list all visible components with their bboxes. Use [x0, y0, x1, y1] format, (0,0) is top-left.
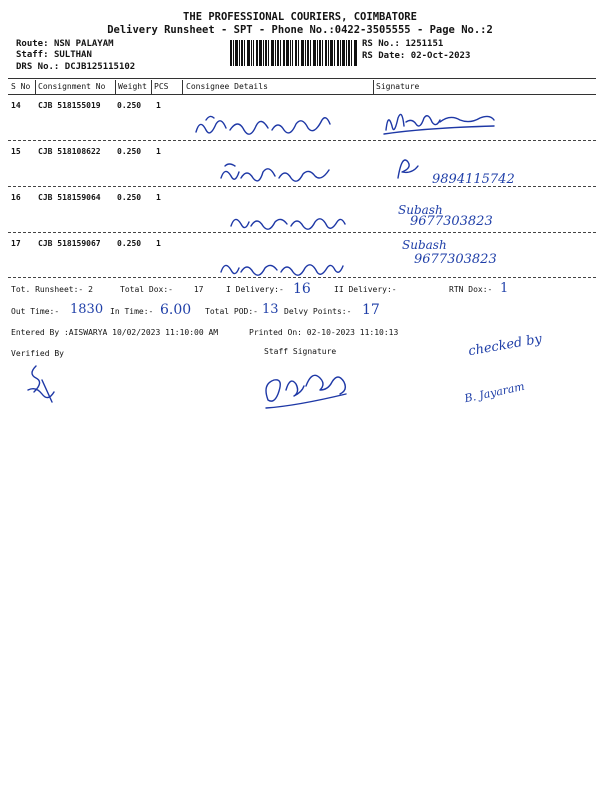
- table-header-rule: [8, 94, 596, 95]
- out-time-value: 1830: [70, 302, 104, 317]
- drs-label: DRS No.:: [16, 62, 60, 72]
- row-consignment: CJB 518108622: [38, 147, 101, 156]
- i-delivery-label: I Delivery:-: [226, 285, 284, 294]
- tot-runsheet: [11, 285, 93, 294]
- row-sno: 15: [11, 147, 21, 156]
- drs-field: [16, 62, 135, 72]
- col-consignment: Consignment No: [38, 82, 106, 91]
- signature-scribble: [380, 108, 505, 138]
- col-divider: [115, 80, 116, 94]
- col-divider: [373, 80, 374, 94]
- verified-by-signature: [22, 360, 58, 408]
- rs-date-value: 02-Oct-2023: [410, 51, 471, 61]
- rtn-dox-label: RTN Dox:-: [449, 285, 493, 294]
- out-time-label: Out Time:-: [11, 307, 60, 316]
- runsheet-subtitle: Delivery Runsheet - SPT - Phone No.:0422-3505555 - Page No.:2: [107, 24, 493, 36]
- col-divider: [35, 80, 36, 94]
- handwritten-phone: 9677303823: [414, 252, 497, 267]
- route-field: [16, 39, 114, 49]
- row-sno: 14: [11, 101, 21, 110]
- table-top-rule: [8, 78, 596, 79]
- total-dox: [120, 285, 203, 294]
- delvy-points-value: 17: [362, 302, 380, 318]
- col-consignee: Consignee Details: [186, 82, 268, 91]
- total-pod: [205, 307, 258, 316]
- total-pod-value: 13: [262, 302, 279, 317]
- col-sno: S No: [11, 82, 31, 91]
- ii-delivery: [334, 285, 397, 294]
- i-delivery-value: 16: [293, 281, 311, 297]
- consignee-handwriting: [190, 110, 360, 142]
- staff-label: Staff:: [16, 50, 49, 60]
- tot-runsheet-value: 2: [88, 285, 93, 294]
- rs-no-label: RS No.:: [362, 39, 400, 49]
- tot-runsheet-label: Tot. Runsheet:-: [11, 285, 84, 294]
- row-sno: 17: [11, 239, 21, 248]
- row-pcs: 1: [156, 147, 161, 156]
- rtn-dox-value: 1: [500, 281, 509, 296]
- total-dox-label: Total Dox:-: [120, 285, 173, 294]
- row-sno: 16: [11, 193, 21, 202]
- col-divider: [151, 80, 152, 94]
- row-separator: [8, 232, 596, 233]
- checker-name: B. Jayaram: [463, 379, 526, 406]
- row-separator: [8, 140, 596, 141]
- row-pcs: 1: [156, 239, 161, 248]
- row-consignment: CJB 518159067: [38, 239, 101, 248]
- row-separator: [8, 186, 596, 187]
- entered-by: Entered By :AISWARYA 10/02/2023 11:10:00 AM: [11, 328, 219, 337]
- in-time-value: 6.00: [160, 302, 192, 318]
- route-label: Route:: [16, 39, 49, 49]
- company-title: THE PROFESSIONAL COURIERS, COIMBATORE: [183, 11, 417, 23]
- signature-scribble: [392, 152, 426, 184]
- consignee-handwriting: [215, 158, 355, 188]
- row-pcs: 1: [156, 193, 161, 202]
- rs-date-field: [362, 51, 470, 61]
- checked-by-note: checked by: [467, 331, 544, 360]
- delvy-points: [284, 307, 351, 316]
- row-separator: [8, 277, 596, 278]
- verified-by-label: Verified By: [11, 349, 64, 358]
- staff-signature-label: Staff Signature: [264, 347, 337, 356]
- in-time: [110, 307, 153, 316]
- handwritten-name: Subash: [402, 238, 447, 252]
- total-dox-value: 17: [193, 285, 204, 294]
- handwritten-name: Subash: [398, 203, 443, 217]
- row-weight: 0.250: [117, 239, 142, 248]
- barcode-image: [230, 40, 358, 66]
- in-time-label: In Time:-: [110, 307, 154, 316]
- col-divider: [182, 80, 183, 94]
- staff-value: SULTHAN: [53, 50, 92, 60]
- row-weight: 0.250: [117, 147, 142, 156]
- rtn-dox: [449, 285, 492, 294]
- staff-signature-scribble: [258, 360, 358, 418]
- rs-date-label: RS Date:: [362, 51, 406, 61]
- col-pcs: PCS: [154, 82, 169, 91]
- drs-value: DCJB125115102: [64, 62, 136, 72]
- i-delivery: [226, 285, 284, 294]
- ii-delivery-label: II Delivery:-: [334, 285, 397, 294]
- printed-on: Printed On: 02-10-2023 11:10:13: [249, 328, 399, 337]
- col-weight: Weight: [118, 82, 147, 91]
- row-weight: 0.250: [117, 193, 142, 202]
- row-weight: 0.250: [117, 101, 142, 110]
- row-consignment: CJB 518155019: [38, 101, 101, 110]
- out-time: [11, 307, 59, 316]
- route-value: NSN PALAYAM: [53, 39, 114, 49]
- col-signature: Signature: [376, 82, 420, 91]
- handwritten-phone: 9677303823: [410, 214, 493, 229]
- row-consignment: CJB 518159064: [38, 193, 101, 202]
- staff-field: [16, 50, 92, 60]
- handwritten-phone: 9894115742: [432, 172, 515, 187]
- delvy-points-label: Delvy Points:-: [284, 307, 352, 316]
- total-pod-label: Total POD:-: [205, 307, 258, 316]
- rs-no-value: 1251151: [405, 39, 444, 49]
- row-pcs: 1: [156, 101, 161, 110]
- rs-no-field: [362, 39, 443, 49]
